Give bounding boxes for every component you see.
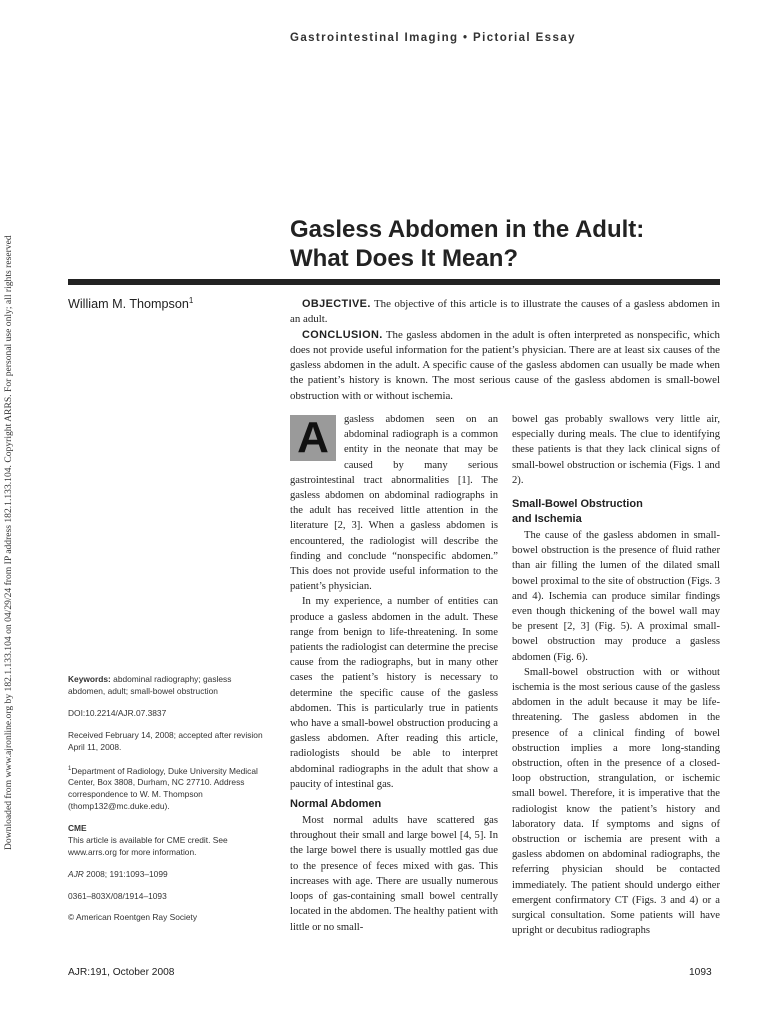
issn: 0361–803X/08/1914–1093 — [68, 890, 167, 901]
intro-paragraph — [290, 412, 498, 594]
body-paragraph: In my experience, a number of entities can produce a gasless abdomen in the adult. These range from benign to life-threatening. In some patients the radiologist can determine the precise cause from the radiographs, but in many other cases the patient’s history is necessary to determine the specific cause of the gasless abdomen. This is particularly true in patients who have a small-bowel obstruction producing a gasless abdomen. After reading this article, radiologists should be able to interpret abdominal radiographs in the adult that show a paucity of intestinal gas. — [290, 596, 498, 790]
affiliation-text: Department of Radiology, Duke University Medical Center, Box 3808, Durham, NC 27710. Address correspondence to W. M. Thompson (thomp132@mc.duke.edu). — [68, 765, 258, 812]
footer-journal-issue: AJR:191, October 2008 — [68, 967, 175, 978]
conclusion-label: CONCLUSION. — [302, 328, 383, 341]
keywords-label: Keywords: — [68, 674, 111, 684]
drop-cap: A — [290, 415, 336, 461]
citation-rest: 2008; 191:1093–1099 — [83, 868, 168, 879]
author-text: William M. Thompson — [68, 297, 189, 312]
affiliation — [68, 764, 268, 813]
cme-note — [68, 823, 268, 859]
title-line-2: What Does It Mean? — [290, 245, 519, 272]
body-paragraph: The cause of the gasless abdomen in small-bowel obstruction is the presence of fluid rather than air filling the lumen of the dilated small bowel proximal to the site of obstruction (Figs. 3 and 4). Ischemia can produce similar findings even though thickening of the bowel wall may be present [2, 3] (Fig. 5). A proximal small-bowel obstruction may produce a gasless abdomen (Fig. 6). — [512, 530, 720, 663]
objective-text: The objective of this article is to illustrate the causes of a gasless abdomen in an adult. — [290, 298, 720, 326]
citation — [68, 869, 268, 881]
citation-journal: AJR — [68, 868, 84, 879]
cme-text: This article is available for CME credit. See www.arrs.org for more information. — [68, 834, 228, 857]
abstract-conclusion — [290, 328, 720, 404]
abstract — [290, 297, 720, 404]
page-number: 1093 — [689, 967, 712, 978]
intro-text: gasless abdomen seen on an abdominal radiograph is a common entity in the neonate that may be caused by many serious gastrointestinal tract abnormalities [1]. The gasless abdomen on abdominal radiographs in the adult has received little attention in the literature [2, 3]. When a gasless abdomen is encountered, the radiologist will describe the finding and conclude “nonspecific abdomen.” This does not provide useful information to the patient’s physician. — [290, 414, 498, 593]
body-paragraph-continued: bowel gas probably swallows very little air, especially during meals. The clue to identifying these patients is that they lack clinical signs of small-bowel obstruction or ischemia (Figs. 1 and 2). — [512, 414, 720, 486]
body-paragraph: Small-bowel obstruction with or without ischemia is the most serious cause of the gasless abdomen in the adult because it may be life-threatening. The gasless abdomen in the presence of a clinical finding of bowel obstruction implies a more long-standing obstruction, often in the presence of a closed-loop obstruction, strangulation, or ischemic small bowel. Therefore, it is imperative that the radiologist know the patient’s history and laboratory data. If symptoms and signs of obstruction or ischemia are present with a gasless abdomen on abdominal radiographs, the referring physician should be contacted immediately. The patient should undergo either emergent confirmatory CT (Figs. 3 and 4) or a surgical consultation. Some patients will have upright or decubitus radiographs — [512, 666, 720, 937]
section-heading-normal-abdomen: Normal Abdomen — [290, 798, 382, 811]
section-heading-small-bowel-obstruction — [512, 497, 720, 527]
title-line-1: Gasless Abdomen in the Adult: — [290, 216, 645, 243]
conclusion-text: The gasless abdomen in the adult is often interpreted as nonspecific, which does not provide useful information for the patient’s physician. There are at least six causes of the gasless abdomen in the adult. A specific cause of the gasless abdomen can usually be made when the patient’s history is known. The most serious cause of the gasless abdomen is small-bowel obstruction with or without ischemia. — [290, 328, 720, 402]
author-name — [68, 296, 193, 311]
cme-label: CME — [68, 822, 87, 833]
article-title — [290, 215, 644, 273]
keywords-text: abdominal radiography; gasless abdomen, adult; small-bowel obstruction — [68, 674, 232, 696]
objective-label: OBJECTIVE. — [302, 298, 371, 310]
article-metadata — [68, 674, 268, 934]
body-column-1 — [290, 412, 498, 935]
affiliation-marker: 1 — [68, 765, 72, 772]
heading-line-1: Small-Bowel Obstruction — [512, 498, 643, 511]
body-paragraph: Most normal adults have scattered gas throughout their small and large bowel [4, 5]. In the large bowel there is usually mottled gas due to the presence of feces mixed with gas. This increases with age. There are usually numerous loops of gas-containing small bowel centrally located in the abdomen. The healthy patient with little or no small- — [290, 815, 498, 933]
download-notice: Downloaded from www.ajronline.org by 182.1.133.104 on 04/29/24 from IP address 182.1.133.104. Copyright ARRS. For personal use only; all rights reserved — [3, 235, 14, 850]
keywords — [68, 674, 268, 698]
author-footnote-marker: 1 — [188, 296, 194, 305]
copyright: © American Roentgen Ray Society — [68, 912, 198, 923]
received-dates: Received February 14, 2008; accepted after revision April 11, 2008. — [68, 729, 263, 752]
title-rule — [68, 279, 720, 285]
body-column-2 — [512, 412, 720, 939]
doi: DOI:10.2214/AJR.07.3837 — [68, 707, 167, 718]
section-header: Gastrointestinal Imaging • Pictorial Essay — [290, 32, 576, 44]
abstract-objective — [290, 297, 720, 328]
heading-line-2: and Ischemia — [512, 513, 582, 526]
